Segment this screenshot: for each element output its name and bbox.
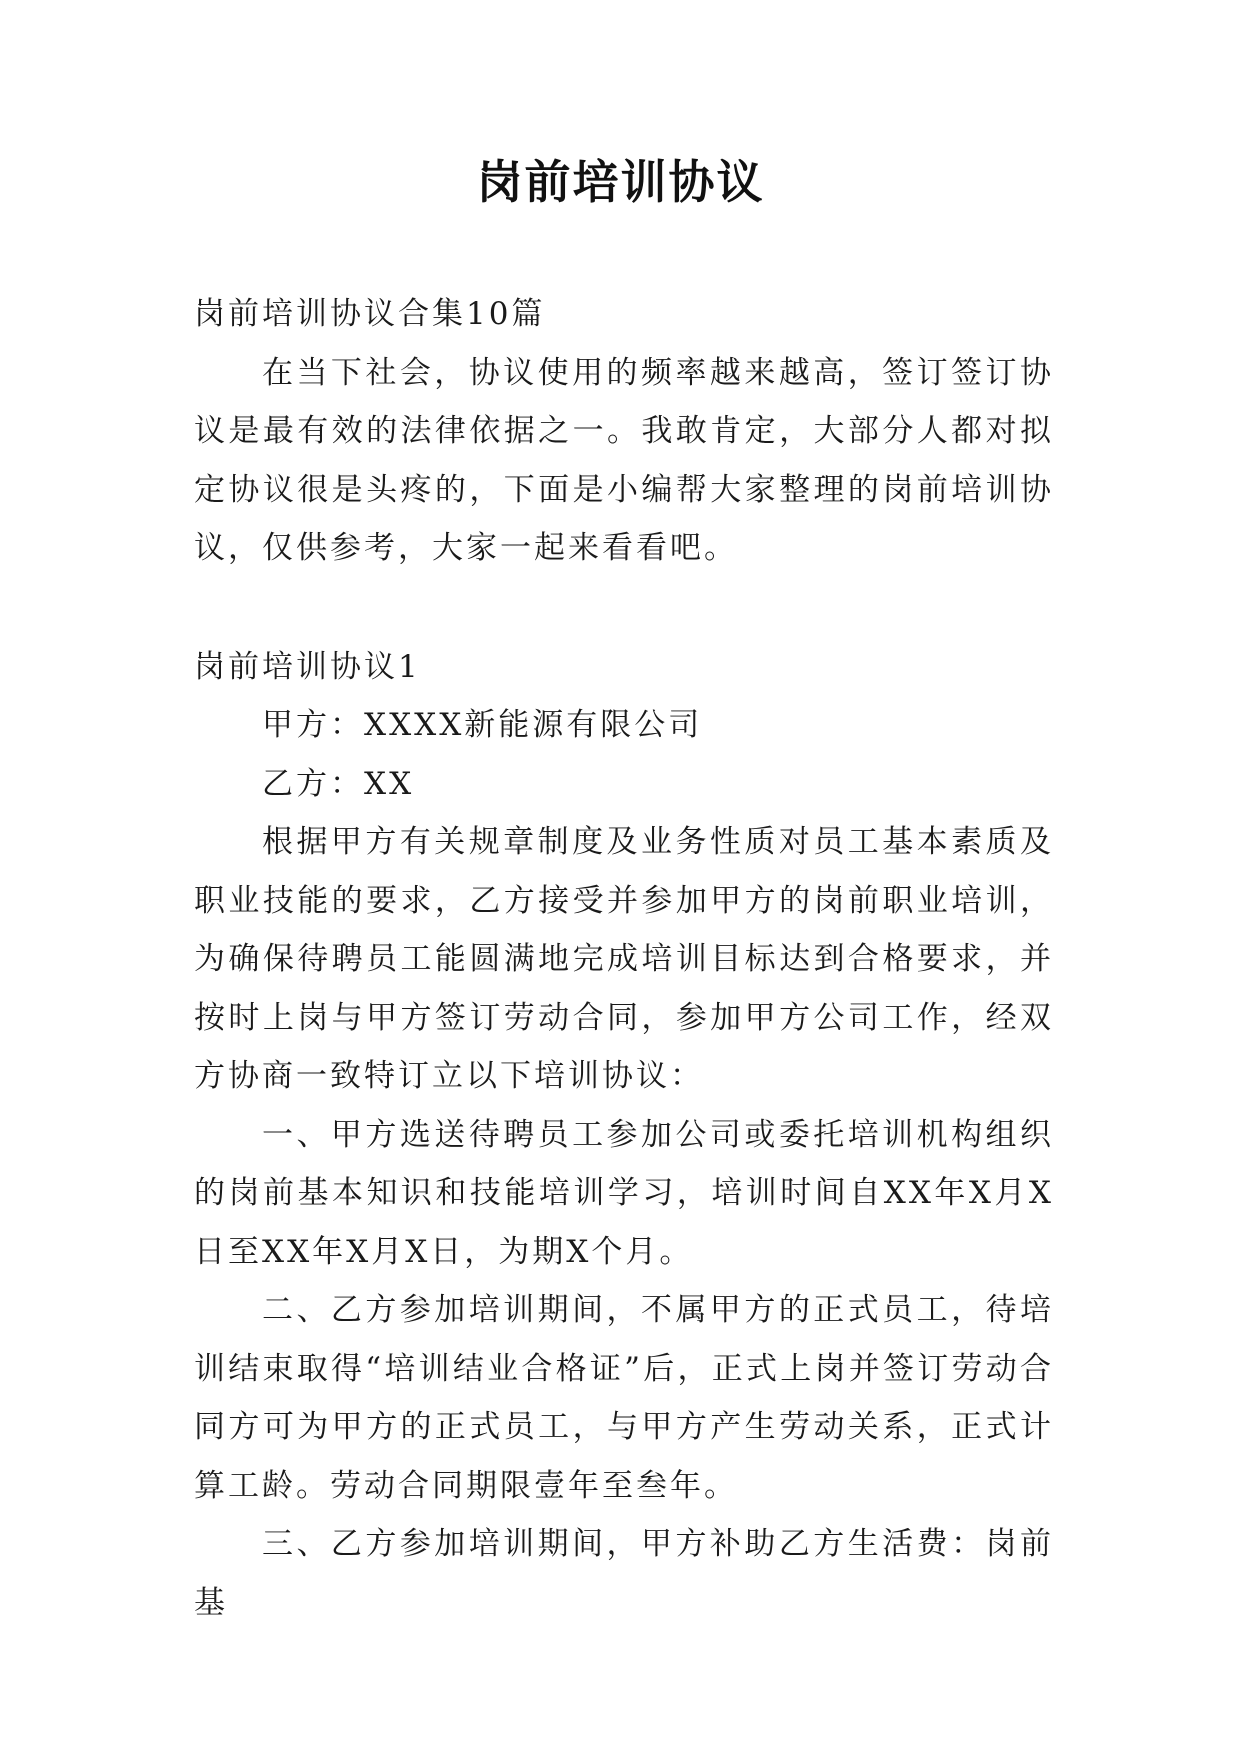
clause-3-paragraph: 三、乙方参加培训期间，甲方补助乙方生活费：岗前基	[194, 1526, 1054, 1621]
document-title: 岗前培训协议	[476, 155, 765, 209]
section-gap	[194, 578, 1054, 638]
section-heading: 岗前培训协议1	[194, 648, 421, 685]
party-a-line: 甲方：XXXX新能源有限公司	[262, 707, 703, 743]
collection-heading: 岗前培训协议合集10篇	[194, 296, 546, 332]
party-b-line: 乙方：XX	[262, 765, 415, 802]
intro-paragraph: 在当下社会，协议使用的频率越来越高，签订签订协议是最有效的法律依据之一。我敢肯定，大部分人都对拟定协议很是头疼的，下面是小编帮大家整理的岗前培训协议，仅供参考，大家一起来看看吧。	[194, 354, 1054, 566]
clause-1-paragraph: 一、甲方选送待聘员工参加公司或委托培训机构组织的岗前基本知识和技能培训学习，培训时间自XX年X月X日至XX年X月X日，为期X个月。	[194, 1116, 1054, 1270]
clause-2-paragraph: 二、乙方参加培训期间，不属甲方的正式员工，待培训结束取得“培训结业合格证”后，正式上岗并签订劳动合同方可为甲方的正式员工，与甲方产生劳动关系，正式计算工龄。劳动合同期限壹年至叁年。	[194, 1292, 1054, 1504]
document-body	[194, 285, 1054, 1632]
preamble-paragraph: 根据甲方有关规章制度及业务性质对员工基本素质及职业技能的要求，乙方接受并参加甲方的岗前职业培训，为确保待聘员工能圆满地完成培训目标达到合格要求，并按时上岗与甲方签订劳动合同，参加甲方公司工作，经双方协商一致特订立以下培训协议：	[194, 824, 1054, 1094]
